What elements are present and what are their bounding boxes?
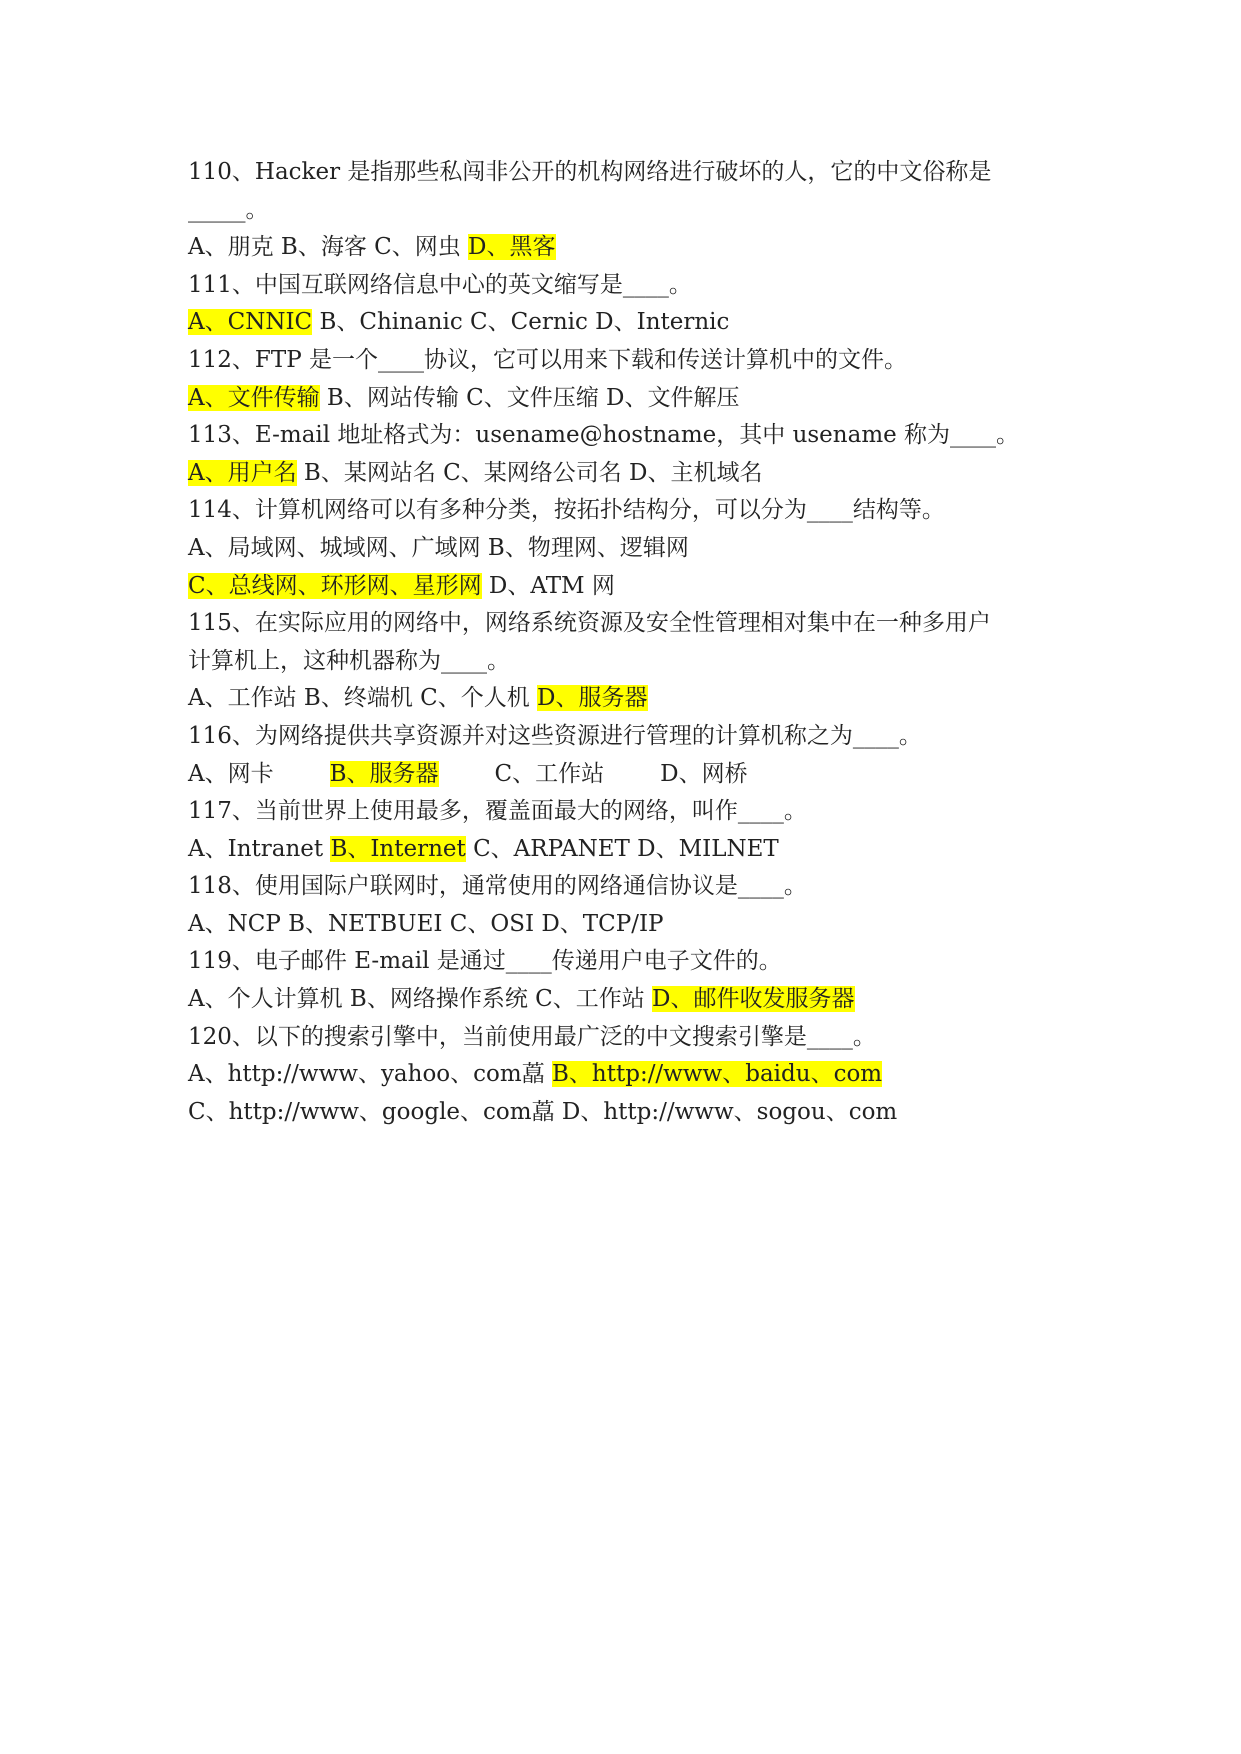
option-a: A、Intranet (188, 835, 331, 862)
option-d: D、网桥 (660, 760, 748, 787)
question-116-options (188, 756, 1068, 794)
question-120-stem: 120、以下的搜索引擎中，当前使用最广泛的中文搜索引擎是____。 (188, 1023, 876, 1050)
question-120-options-line-2: C、http://www、google、com藠 D、http://www、sogou、com (188, 1098, 898, 1125)
highlighted-answer: A、文件传输 (188, 384, 320, 411)
question-116-stem: 116、为网络提供共享资源并对这些资源进行管理的计算机称之为____。 (188, 722, 922, 749)
question-114-options-line-1: A、局域网、城域网、广域网 B、物理网、逻辑网 (188, 534, 689, 561)
question-119-stem: 119、电子邮件 E-mail 是通过____传递用户电子文件的。 (188, 948, 782, 975)
highlighted-answer: A、用户名 (188, 459, 297, 486)
question-115-stem-cont: 计算机上，这种机器称为____。 (188, 647, 510, 674)
question-110-options (188, 229, 1068, 267)
question-111-options (188, 304, 1068, 342)
options-text: A、朋克 B、海客 C、网虫 (188, 234, 469, 261)
question-118-stem: 118、使用国际户联网时，通常使用的网络通信协议是____。 (188, 873, 807, 900)
question-111-stem: 111、中国互联网络信息中心的英文缩写是____。 (188, 271, 692, 298)
question-114-options-line-2 (188, 568, 1068, 606)
highlighted-answer: C、总线网、环形网、星形网 (188, 572, 482, 599)
options-text: B、某网站名 C、某网络公司名 D、主机域名 (296, 459, 763, 486)
document-page (188, 154, 1068, 1131)
question-119-options (188, 981, 1068, 1019)
highlighted-answer: A、CNNIC (188, 309, 313, 336)
question-113-stem: 113、E-mail 地址格式为：usename@hostname，其中 usename 称为____。 (188, 422, 1020, 449)
question-114-stem: 114、计算机网络可以有多种分类，按拓扑结构分，可以分为____结构等。 (188, 497, 945, 524)
highlighted-answer: B、服务器 (329, 760, 439, 787)
question-110-stem: 110、Hacker 是指那些私闯非公开的机构网络进行破坏的人，它的中文俗称是 (188, 159, 992, 185)
question-115-stem: 115、在实际应用的网络中，网络系统资源及安全性管理相对集中在一种多用户 (188, 610, 991, 637)
option-a: A、网卡 (188, 760, 274, 787)
question-115-options (188, 680, 1068, 718)
highlighted-answer: D、邮件收发服务器 (652, 986, 855, 1013)
options-text: D、ATM 网 (481, 572, 615, 599)
options-text: B、网站传输 C、文件压缩 D、文件解压 (319, 384, 740, 411)
question-120-options-line-1 (188, 1056, 1068, 1094)
question-110-blank: _____。 (188, 196, 269, 223)
highlighted-answer: B、Internet (330, 835, 466, 862)
question-117-options (188, 831, 1068, 869)
question-113-options (188, 455, 1068, 493)
highlighted-answer: D、服务器 (537, 685, 648, 712)
question-118-options: A、NCP B、NETBUEI C、OSI D、TCP/IP (188, 910, 664, 937)
options-text: A、个人计算机 B、网络操作系统 C、工作站 (188, 986, 653, 1013)
question-112-options (188, 380, 1068, 418)
options-text: C、ARPANET D、MILNET (465, 835, 779, 862)
options-text: B、Chinanic C、Cernic D、Internic (312, 309, 730, 336)
option-c: C、工作站 (494, 760, 605, 787)
question-117-stem: 117、当前世界上使用最多，覆盖面最大的网络，叫作____。 (188, 798, 807, 825)
options-text: A、工作站 B、终端机 C、个人机 (188, 685, 538, 712)
option-a: A、http://www、yahoo、com藠 (188, 1061, 553, 1088)
highlighted-answer: B、http://www、baidu、com (552, 1061, 883, 1088)
highlighted-answer: D、黑客 (468, 234, 556, 261)
question-112-stem: 112、FTP 是一个____协议，它可以用来下载和传送计算机中的文件。 (188, 346, 907, 373)
